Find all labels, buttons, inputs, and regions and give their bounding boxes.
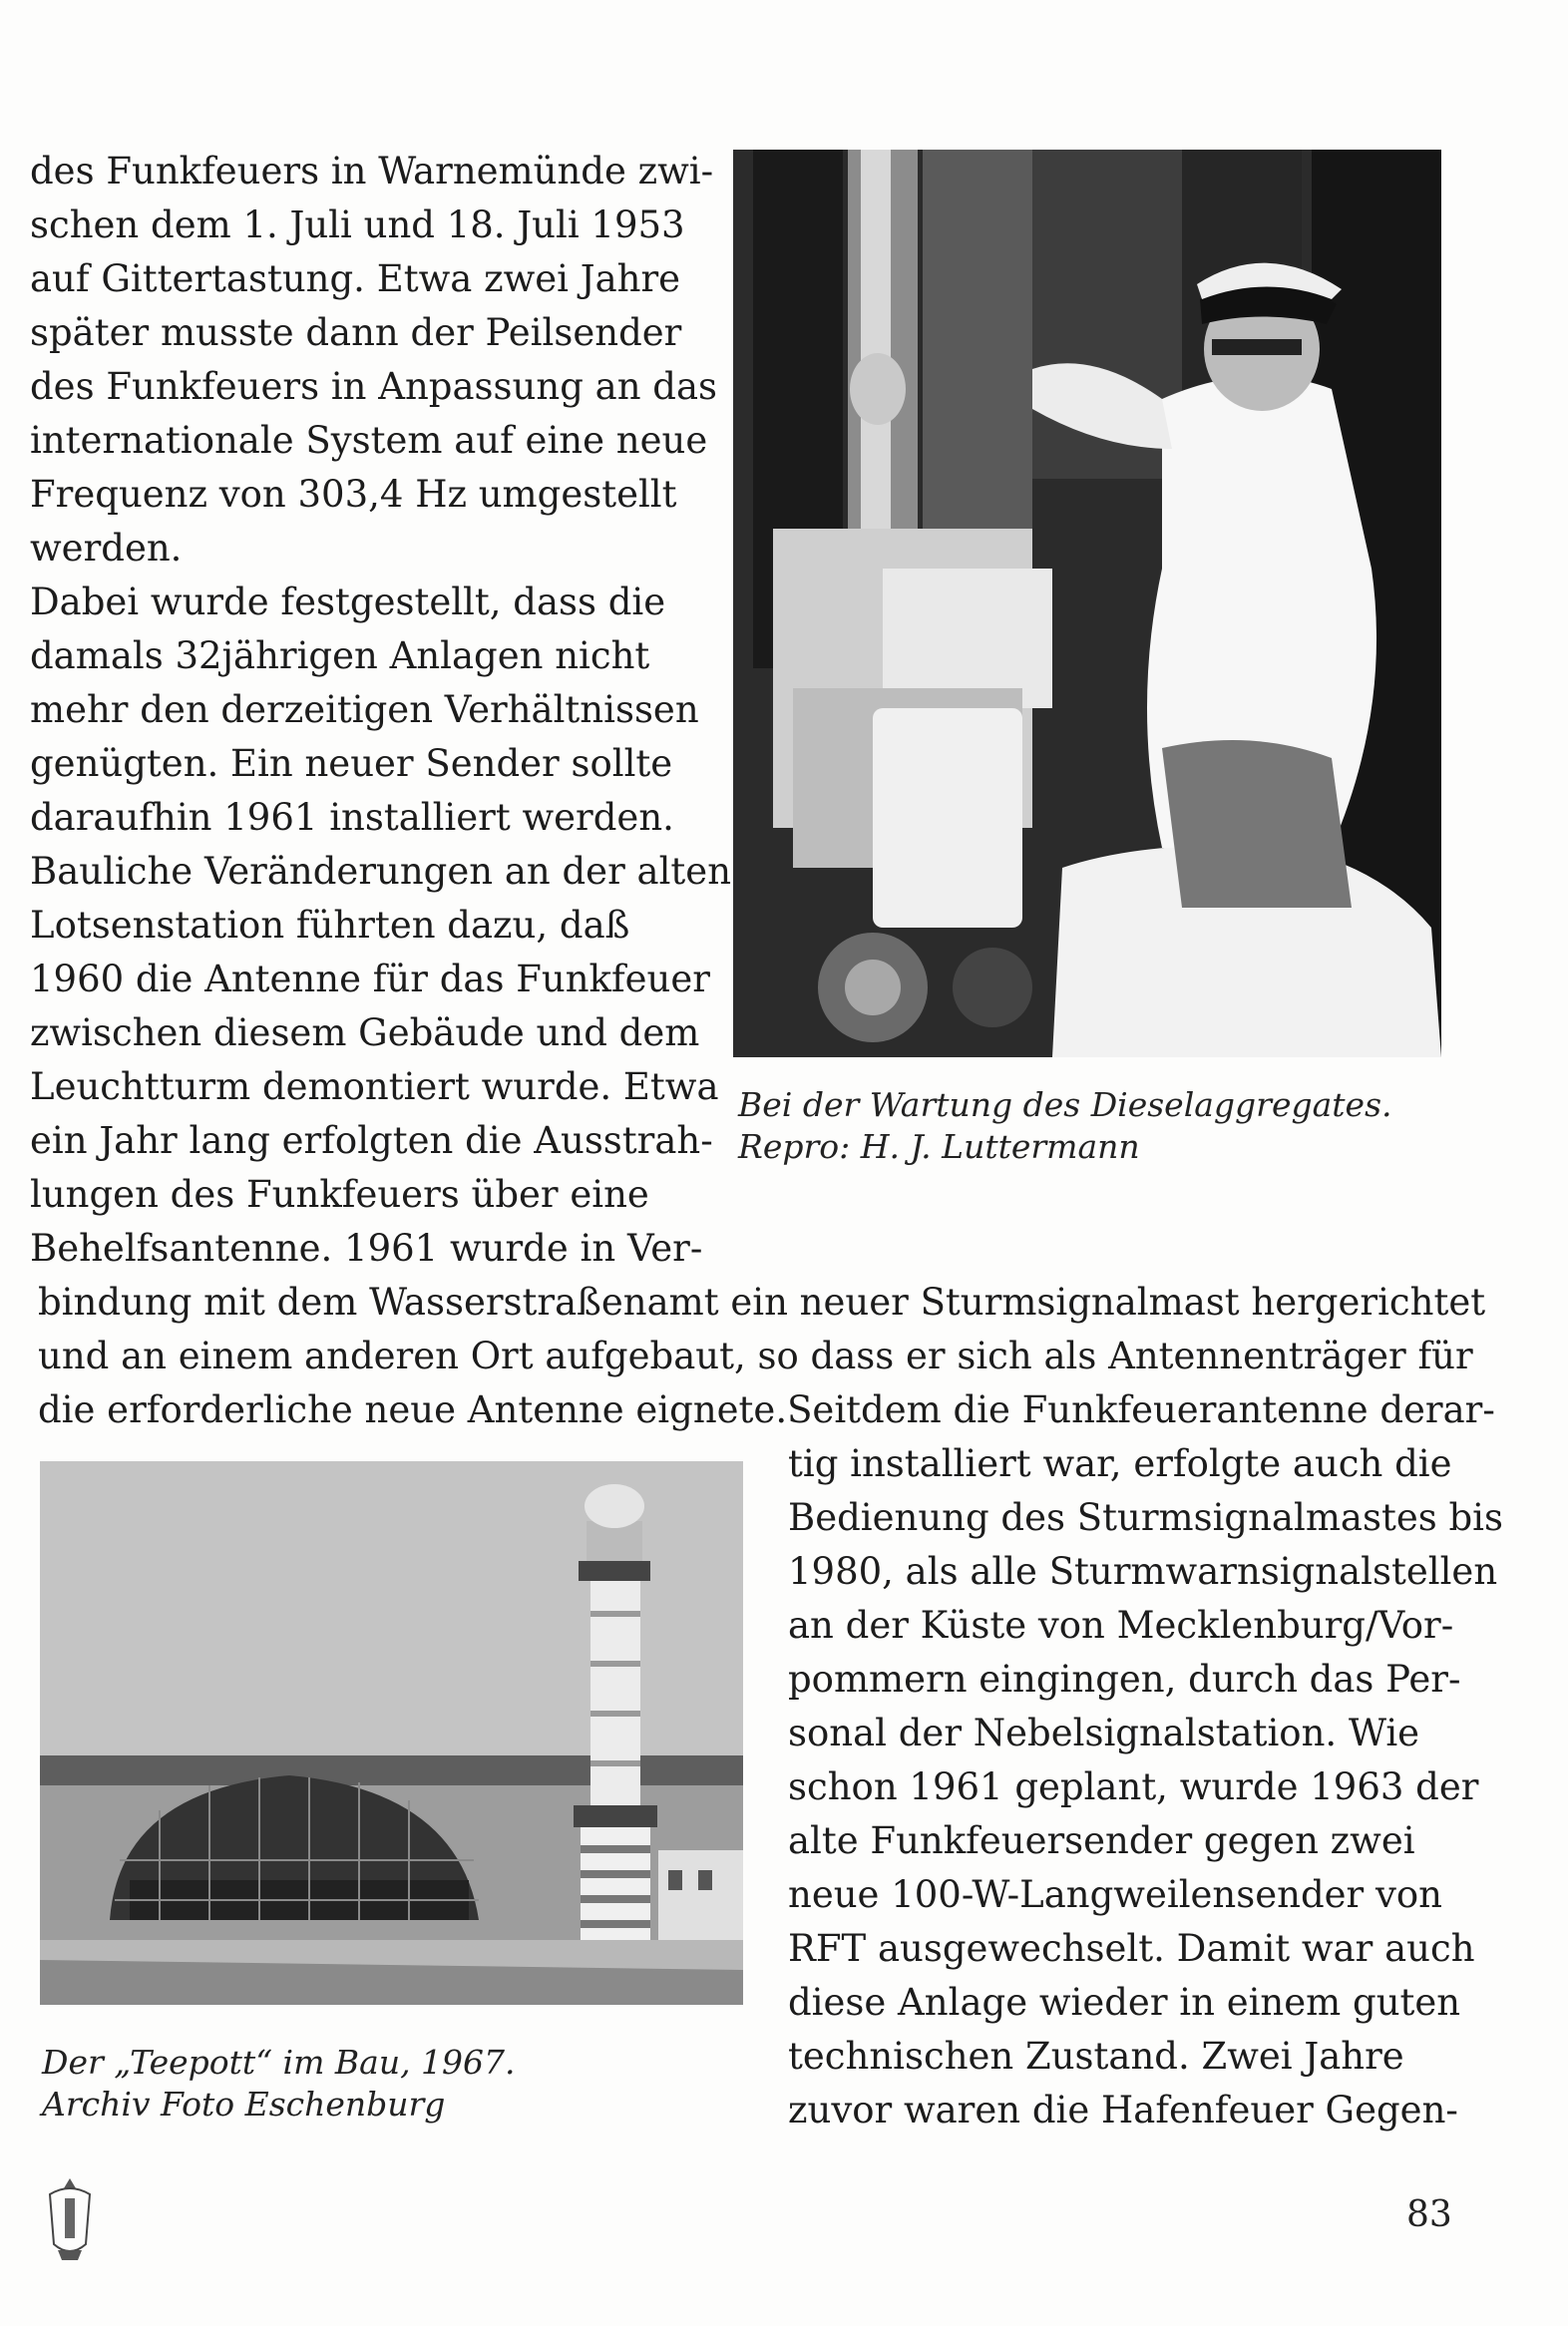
text-line: und an einem anderen Ort aufgebaut, so dass er sich als Antennenträger für — [38, 1335, 1473, 1377]
text-line: später musste dann der Peilsender — [30, 311, 682, 354]
page-number: 83 — [1406, 2194, 1452, 2235]
text-line: genügten. Ein neuer Sender sollte — [30, 742, 673, 785]
text-line: Dabei wurde festgestellt, dass die — [30, 581, 666, 623]
text-line: des Funkfeuers in Anpassung an das — [30, 365, 718, 408]
text-line: internationale System auf eine neue — [30, 419, 708, 462]
text-line: bindung mit dem Wasserstraßenamt ein neuer Sturmsignalmast hergerichtet — [38, 1281, 1486, 1324]
photo-teepott-construction — [40, 1461, 743, 2005]
photo-diesel-maintenance-graphic — [733, 150, 1441, 1057]
text-line: RFT ausgewechselt. Damit war auch — [788, 1927, 1475, 1970]
caption-diesel-line-2: Repro: H. J. Luttermann — [738, 1127, 1140, 1166]
text-line: 1980, als alle Sturmwarnsignalstellen — [788, 1550, 1498, 1593]
text-line: 1960 die Antenne für das Funkfeuer — [30, 958, 710, 1000]
caption-diesel-line-1: Bei der Wartung des Dieselaggregates. — [738, 1085, 1392, 1124]
text-line: Frequenz von 303,4 Hz umgestellt — [30, 473, 677, 516]
text-line: damals 32jährigen Anlagen nicht — [30, 634, 650, 677]
text-line: pommern eingingen, durch das Per- — [788, 1658, 1461, 1701]
text-line: technischen Zustand. Zwei Jahre — [788, 2035, 1404, 2078]
caption-teepott-line-2: Archiv Foto Eschenburg — [42, 2085, 446, 2124]
text-line: Lotsenstation führten dazu, daß — [30, 904, 630, 947]
text-line: auf Gittertastung. Etwa zwei Jahre — [30, 257, 681, 300]
text-line: Leuchtturm demontiert wurde. Etwa — [30, 1065, 719, 1108]
text-line: schon 1961 geplant, wurde 1963 der — [788, 1765, 1479, 1808]
text-line: des Funkfeuers in Warnemünde zwi- — [30, 150, 714, 193]
text-line: die erforderliche neue Antenne eignete.Seitdem die Funkfeuerantenne derar- — [38, 1388, 1495, 1431]
text-line: sonal der Nebelsignalstation. Wie — [788, 1712, 1420, 1754]
text-line: mehr den derzeitigen Verhältnissen — [30, 688, 699, 731]
lighthouse-emblem-icon — [40, 2174, 100, 2266]
text-line: ein Jahr lang erfolgten die Ausstrah- — [30, 1119, 713, 1162]
text-line: an der Küste von Mecklenburg/Vor- — [788, 1604, 1454, 1647]
text-line: zwischen diesem Gebäude und dem — [30, 1011, 700, 1054]
text-line: schen dem 1. Juli und 18. Juli 1953 — [30, 203, 685, 246]
caption-teepott-line-1: Der „Teepott“ im Bau, 1967. — [42, 2043, 516, 2082]
text-line: alte Funkfeuersender gegen zwei — [788, 1819, 1415, 1862]
text-line: zuvor waren die Hafenfeuer Gegen- — [788, 2089, 1458, 2132]
photo-teepott-construction-graphic — [40, 1461, 743, 2005]
text-line: Bedienung des Sturmsignalmastes bis — [788, 1496, 1503, 1539]
text-line: neue 100-W-Langweilensender von — [788, 1873, 1443, 1916]
text-line: lungen des Funkfeuers über eine — [30, 1173, 649, 1216]
text-line: tig installiert war, erfolgte auch die — [788, 1442, 1452, 1485]
text-line: Bauliche Veränderungen an der alten — [30, 850, 732, 893]
text-line: diese Anlage wieder in einem guten — [788, 1981, 1461, 2024]
text-line: werden. — [30, 527, 183, 570]
photo-diesel-maintenance — [733, 150, 1441, 1057]
text-line: Behelfsantenne. 1961 wurde in Ver- — [30, 1227, 703, 1270]
text-line: daraufhin 1961 installiert werden. — [30, 796, 674, 839]
